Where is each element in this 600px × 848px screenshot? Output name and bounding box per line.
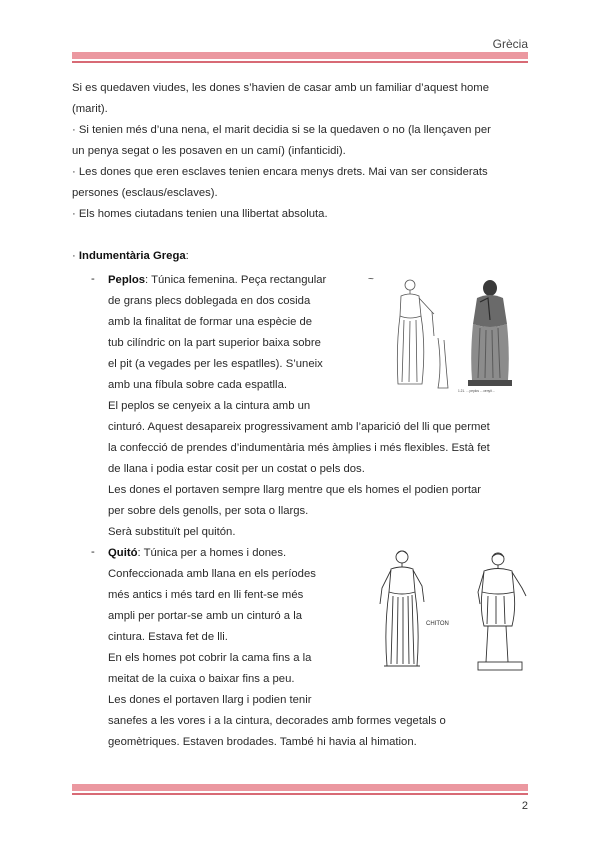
page-header-title: Grècia bbox=[492, 37, 528, 51]
peplos-figure-caption: 1.21. ... peplos ... cenyit ... bbox=[458, 389, 496, 393]
section-suffix: : bbox=[185, 250, 189, 262]
figure-mark: ~ bbox=[368, 274, 374, 285]
peplos-line: el pit (a vegades per les espatlles). S’uneix bbox=[108, 358, 323, 370]
quito-line: més antics i més tard en lli fent-se més bbox=[108, 589, 304, 601]
intro-line: · Les dones que eren esclaves tenien encara menys drets. Mai van ser considerats bbox=[72, 166, 488, 178]
peplos-first-line bbox=[108, 273, 326, 288]
quito-line: Confeccionada amb llana en els períodes bbox=[108, 568, 316, 580]
peplos-line: amb una fíbula sobre cada espatlla. bbox=[108, 379, 287, 391]
intro-line: · Els homes ciutadans tenien una llibertat absoluta. bbox=[72, 208, 328, 220]
peplos-statue-photo bbox=[460, 276, 520, 388]
quito-line: En els homes pot cobrir la cama fins a la bbox=[108, 652, 312, 664]
header-band bbox=[72, 52, 528, 63]
quito-bullet: - bbox=[91, 546, 95, 558]
peplos-line: El peplos se cenyeix a la cintura amb un bbox=[108, 400, 311, 412]
chiton-label: CHITON bbox=[426, 621, 449, 627]
peplos-line: Les dones el portaven sempre llarg mentre que els homes el podien portar bbox=[108, 484, 482, 496]
peplos-line: la confecció de prendes d’indumentària més àmplies i més flexibles. Està fet bbox=[108, 442, 490, 454]
page-number: 2 bbox=[521, 800, 528, 812]
quito-definition: : Túnica per a homes i dones. bbox=[137, 547, 287, 559]
peplos-line: amb la finalitat de formar una espècie de bbox=[108, 316, 313, 328]
intro-line: (marit). bbox=[72, 103, 108, 115]
quito-line: Les dones el portaven llarg i podien tenir bbox=[108, 694, 312, 706]
quito-first-line bbox=[108, 546, 286, 561]
section-heading bbox=[72, 249, 189, 264]
quito-line: meitat de la cuixa o baixar fins a peu. bbox=[108, 673, 295, 685]
footer-band bbox=[72, 784, 528, 795]
peplos-line: Serà substituït pel quitón. bbox=[108, 526, 236, 538]
peplos-term: Peplos bbox=[108, 274, 146, 286]
intro-line: Si es quedaven viudes, les dones s’havien de casar amb un familiar d’aquest home bbox=[72, 82, 489, 94]
quito-line: cintura. Estava fet de lli. bbox=[108, 631, 228, 643]
intro-line: persones (esclaus/esclaves). bbox=[72, 187, 218, 199]
peplos-figure-drawing bbox=[388, 276, 450, 392]
chiton-man-drawing bbox=[470, 550, 532, 674]
peplos-line: de llana i podia estar cosit per un costat o pels dos. bbox=[108, 463, 365, 475]
section-prefix: · bbox=[72, 250, 79, 262]
intro-line: un penya segat o les posaven en un camí) (infanticidi). bbox=[72, 145, 346, 157]
peplos-line: per sobre dels genolls, per sota o llargs. bbox=[108, 505, 309, 517]
quito-line: geomètriques. Estaven brodades. També hi havia al himation. bbox=[108, 736, 417, 748]
peplos-line: cinturó. Aquest desapareix progressivament amb l’aparició del lli que permet bbox=[108, 421, 490, 433]
quito-line: ampli per portar-se amb un cinturó a la bbox=[108, 610, 303, 622]
intro-line: · Si tenien més d’una nena, el marit decidia si se la quedaven o no (la llençaven per bbox=[72, 124, 491, 136]
quito-term: Quitó bbox=[108, 547, 138, 559]
peplos-definition: : Túnica femenina. Peça rectangular bbox=[145, 274, 327, 286]
peplos-bullet: - bbox=[91, 273, 95, 285]
peplos-line: tub cilíndric on la part superior baixa sobre bbox=[108, 337, 321, 349]
section-title: Indumentària Grega bbox=[78, 250, 186, 262]
peplos-line: de grans plecs doblegada en dos cosida bbox=[108, 295, 311, 307]
chiton-woman-drawing bbox=[374, 548, 430, 674]
quito-line: sanefes a les vores i a la cintura, decorades amb formes vegetals o bbox=[108, 715, 446, 727]
